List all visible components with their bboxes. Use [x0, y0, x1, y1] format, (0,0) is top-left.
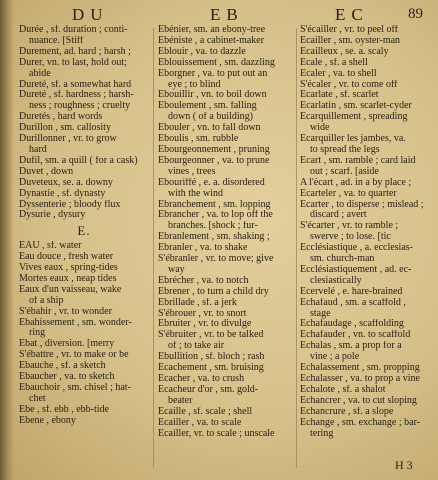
entry-line: ring [29, 328, 46, 339]
entry-line: Dureté, sf. a somewhat hard [19, 79, 132, 90]
entry-line: Ecervelé , e. hare-brained [300, 286, 403, 297]
entry-line: Ecailler , sm. oyster-man [300, 35, 401, 46]
entry-line: Mortes eaux , neap tides [19, 273, 117, 284]
entry-line: tering [310, 428, 334, 439]
entry-line: S'écailler , vr. to peel off [300, 25, 398, 35]
entry-line: S'ébranler , vr. to move; give [158, 254, 274, 265]
entry-line: Ecachement , sm. bruising [158, 363, 264, 374]
entry-line: A l'écart , ad. in a by place ; [300, 177, 412, 188]
entry-line: Echancrer , va. to cut sloping [300, 395, 417, 406]
entry-line: Echalote , sf. a shalot [300, 384, 386, 395]
entry-line: Ebahissement , sm. wonder- [19, 317, 132, 328]
section-letter: E. [77, 223, 91, 239]
entry-line: Ecarlate , sf. scarlet [300, 90, 379, 101]
entry-line: Ecaler , va. to shell [300, 68, 377, 79]
entry-line: Ecailler , va. to scale [158, 417, 242, 428]
entry-line: Ecarquiller les jambes, va. [300, 134, 406, 145]
entry-line: S'ébrouer , vr. to snort [158, 308, 247, 319]
header-right: EC [335, 5, 369, 24]
entry-line: Ebouillir , vn. to boil down [158, 90, 267, 101]
entry-line: Ecarlatin , sm. scarlet-cyder [300, 101, 412, 112]
entry-line: branches. [shock ; fur- [168, 221, 258, 232]
entry-line: Ebene , ebony [19, 415, 76, 426]
header-left: DU [72, 5, 109, 24]
entry-line: Ebéniste , a cabinet-maker [158, 35, 265, 46]
entry-line: Ebourgeonnement , pruning [158, 144, 270, 155]
column-divider [153, 28, 154, 468]
entry-line: Ecclésiastiquement , ad. ec- [300, 264, 412, 275]
entry-line: Dufil, sm. a quill ( for a cask) [19, 155, 138, 166]
entry-line: Ebruiter , vr. to divulge [158, 319, 252, 330]
entry-line: ness ; roughness ; cruelty [29, 101, 131, 112]
entry-line: Ebullition , sf. bloch ; rash [158, 352, 265, 363]
page-number: 89 [408, 6, 423, 22]
entry-line: Ebauche , sf. a sketch [19, 361, 106, 372]
entry-line: Durement, ad. hard ; harsh ; [19, 46, 131, 57]
entry-line: Echange , sm. exchange ; bar- [300, 417, 421, 428]
page-gutter-shadow [0, 0, 14, 480]
entry-line: Ecacheur d'or , sm. gold- [158, 384, 259, 395]
entry-line: Ecarquillement , spreading [300, 112, 408, 123]
entry-line: Dyssenterie ; bloody flux [19, 199, 121, 210]
entry-line: Echancrure , sf. a slope [300, 406, 394, 417]
entry-line: EAU , sf. water [19, 241, 82, 252]
entry-line: Durée , sf. duration ; conti- [19, 25, 128, 35]
entry-line: Ecclésiastique , a. ecclesias- [300, 243, 413, 254]
entry-line: way [168, 264, 185, 275]
entry-line: Echalasser , va. to prop a vine [300, 374, 420, 384]
entry-line: chet [29, 393, 46, 404]
entry-line: Ebranchement , sm. lopping [158, 199, 271, 210]
entry-line: of ; to take air [168, 341, 225, 352]
entry-line: Dysurie , dysury [19, 210, 86, 221]
entry-line: out ; scarf. [aside [310, 166, 379, 177]
entry-line: S'ébruiter , vr. to be talked [158, 330, 264, 341]
entry-line: S'ébattre , vr. to make or be [19, 350, 129, 361]
entry-line: Ecailler, vr. to scale ; unscale [158, 428, 275, 439]
entry-line: wide [310, 123, 330, 134]
entry-line: Dynastie , sf. dynasty [19, 188, 106, 199]
entry-line: Duvet , down [19, 166, 74, 177]
entry-line: Ebourgeonner , va. to prune [158, 155, 270, 166]
entry-line: abide [29, 68, 51, 79]
entry-line: Ecale , sf. a shell [300, 57, 368, 68]
entry-line: Ebaucher , va. to sketch [19, 372, 115, 383]
entry-line: Eboulis , sm. rubble [158, 134, 239, 145]
entry-line: Ebrener , to turn a child dry [158, 286, 269, 297]
entry-line: Eblouir , va. to dazzle [158, 46, 246, 57]
entry-line: clesiastically [310, 275, 362, 286]
entry-line: Vives eaux , spring-tides [19, 263, 118, 274]
entry-line: Dureté , sf. hardness ; harsh- [19, 90, 134, 101]
signature-mark: H 3 [395, 458, 413, 472]
entry-line: Echafaud , sm. a scaffold , [300, 297, 406, 308]
entry-line: Duretés , hard words [19, 112, 103, 123]
column-right [300, 25, 433, 439]
entry-line: Ecacher , va. to crush [158, 374, 245, 384]
entry-line: S'écaler , vr. to come off [300, 79, 398, 90]
entry-line: Durillonner , vr. to grow [19, 134, 117, 145]
entry-line: Ecarter , to disperse ; mislead ; [300, 199, 424, 210]
entry-line: Echafaudage , scaffolding [300, 319, 404, 330]
entry-line: sm. church-man [310, 254, 375, 265]
entry-line: Ebranler , va. to shake [158, 243, 248, 254]
entry-line: to spread the legs [310, 144, 380, 155]
entry-line: swerve ; to lose. [tic [310, 232, 391, 243]
entry-line: S'écarter , vr. to ramble ; [300, 221, 399, 232]
entry-line: stage [310, 308, 331, 319]
entry-line: Ebrécher , va. to notch [158, 275, 249, 286]
entry-line: Ebe , sf. ebb , ebb-tide [19, 404, 109, 415]
entry-line: discard ; avert [310, 210, 367, 221]
entry-line: of a ship [29, 295, 64, 306]
entry-line: Duveteux, se. a. downy [19, 177, 113, 188]
entry-line: Eaux d'un vaisseau, wake [19, 284, 122, 295]
entry-line: Echalas , sm. a prop for a [300, 341, 402, 352]
entry-line: Ecart , sm. ramble ; card laid [300, 155, 416, 166]
entry-line: Ebranlement , sm. shaking ; [158, 232, 270, 243]
header-middle: EB [210, 5, 244, 24]
entry-line: Ebouler , vn. to fall down [158, 123, 261, 134]
entry-line: Ebouriffé , e. a. disordered [158, 177, 265, 188]
entry-line: Echalassement , sm. propping [300, 363, 420, 374]
entry-line: Ebat , diversion. [merry [19, 339, 115, 350]
entry-line: Ebauchoir , sm. chisel ; hat- [19, 383, 131, 393]
entry-line: Eborgner , va. to put out an [158, 68, 268, 79]
running-header [0, 5, 438, 27]
entry-line: Ebénier, sm. an ebony-tree [158, 25, 266, 35]
entry-line: beater [168, 395, 193, 406]
entry-line: Eboulement , sm. falling [158, 101, 257, 112]
entry-line: S'ébahir , vr. to wonder [19, 306, 112, 317]
entry-line: Eau douce , fresh water [19, 252, 114, 263]
entry-line: down ( of a building) [168, 112, 253, 123]
entry-line: Echafauder , vn. to scaffold [300, 330, 411, 341]
column-middle [158, 25, 293, 439]
entry-line: nuance. [Stiff [29, 35, 84, 46]
entry-line: Ecailleux , se. a. scaly [300, 46, 389, 57]
entry-line: vines , trees [168, 166, 216, 177]
entry-line: vine ; a pole [310, 352, 360, 363]
entry-line: Ecarteler , va. to quarter [300, 188, 397, 199]
entry-line: Eblouissement , sm. dazzling [158, 57, 275, 68]
entry-line: Durillon , sm. callosity [19, 123, 111, 134]
entry-line: eye ; to blind [168, 79, 221, 90]
entry-line: Ebrancher , va. to lop off the [158, 210, 273, 221]
column-left [19, 25, 149, 427]
entry-line: with the wind [168, 188, 223, 199]
entry-line: hard [29, 144, 47, 155]
column-divider [296, 28, 297, 468]
entry-line: Durer, vn. to last, hold out; [19, 57, 127, 68]
entry-line: Ecaille , sf. scale ; shell [158, 406, 253, 417]
entry-line: Ebrillade , sf. a jerk [158, 297, 237, 308]
